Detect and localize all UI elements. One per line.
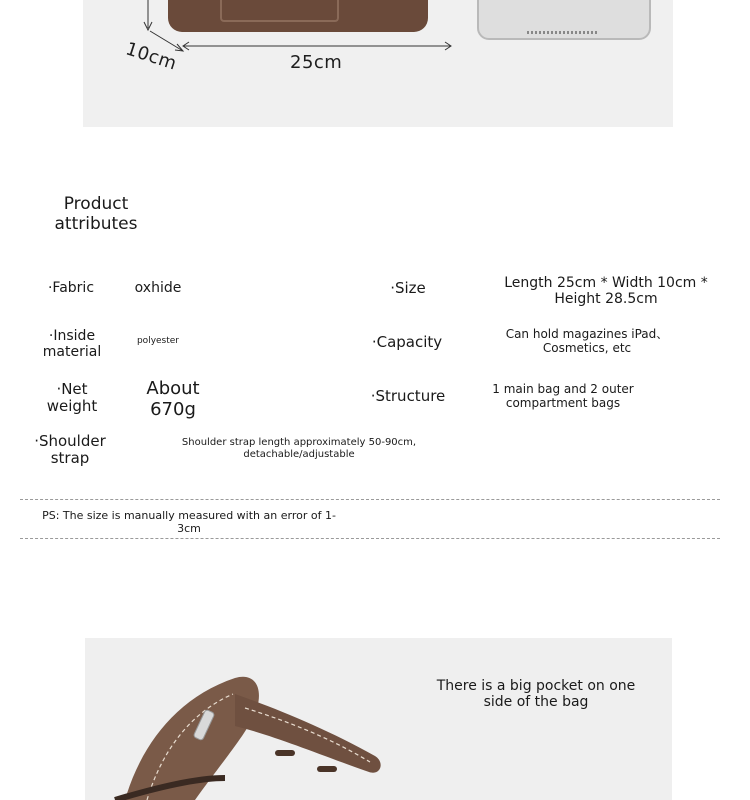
width-label: 25cm [290, 52, 343, 73]
attr-label-inside-material: ·Inside material [42, 328, 102, 361]
attr-label-size: ·Size [390, 279, 426, 297]
attr-value-shoulder-strap: Shoulder strap length approximately 50-90cm, detachable/adjustable [181, 437, 417, 460]
attr-value-net-weight: About 670g [146, 378, 200, 420]
section-title: Product attributes [54, 194, 138, 234]
depth-label: 10cm [123, 38, 180, 75]
attr-label-capacity: ·Capacity [371, 333, 443, 351]
attr-value-size: Length 25cm * Width 10cm * Height 28.5cm [504, 275, 708, 308]
bag-detail-image [85, 638, 672, 800]
measurement-note: PS: The size is manually measured with an error of 1-3cm [42, 509, 336, 535]
divider-bottom [20, 538, 720, 539]
attr-label-structure: ·Structure [370, 387, 446, 405]
pocket-caption: There is a big pocket on one side of the bag [436, 678, 636, 711]
divider-top [20, 499, 720, 500]
attr-label-fabric: ·Fabric [47, 280, 95, 296]
product-dimension-image [83, 0, 673, 127]
strap-buckle-illustration [85, 638, 672, 800]
attr-label-net-weight: ·Net weight [46, 380, 98, 416]
attr-label-shoulder-strap: ·Shoulder strap [34, 432, 106, 468]
attr-value-capacity: Can hold magazines iPad、Cosmetics, etc [505, 327, 669, 355]
attr-value-inside-material: polyester [136, 336, 180, 346]
attr-value-structure: 1 main bag and 2 outer compartment bags [492, 382, 634, 410]
attr-value-fabric: oxhide [134, 280, 182, 296]
